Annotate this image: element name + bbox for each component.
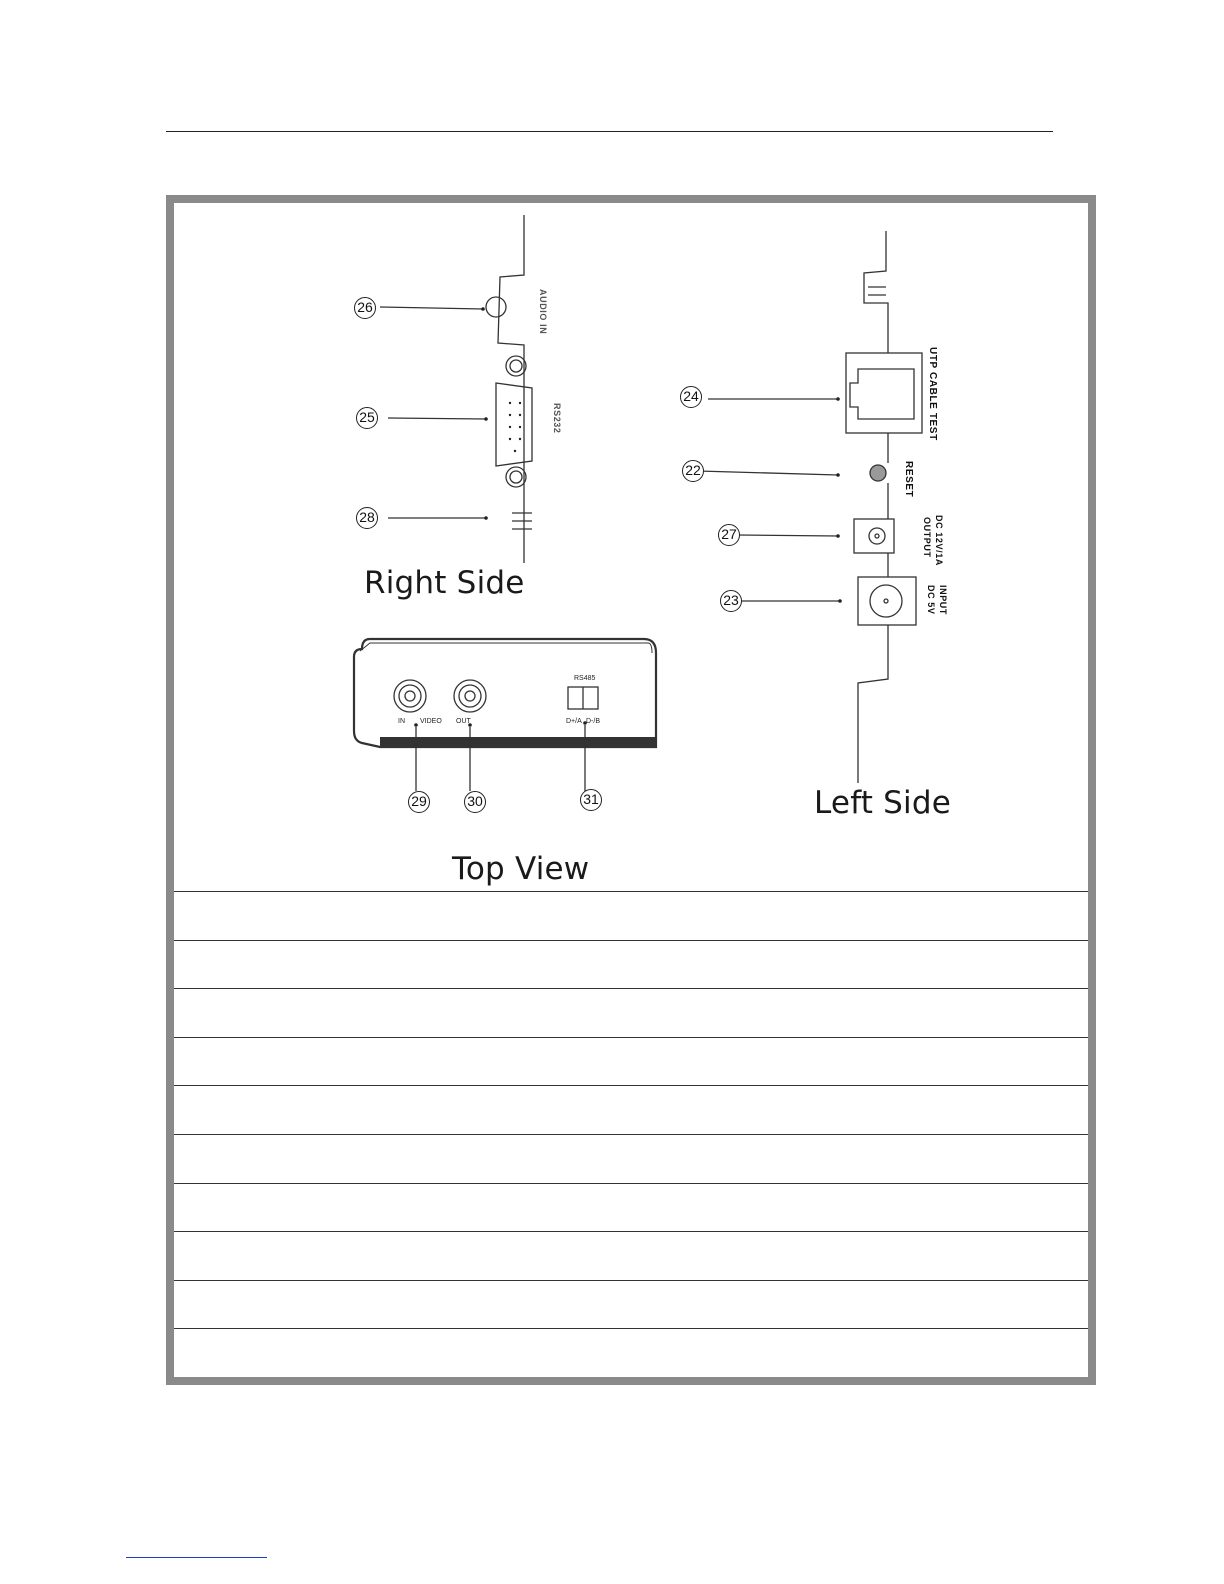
dc-input-jack bbox=[858, 577, 916, 625]
table-row bbox=[174, 940, 1088, 989]
left-side-title: Left Side bbox=[814, 785, 952, 821]
audio-in-label: AUDIO IN bbox=[538, 289, 548, 335]
callout-27: 27 bbox=[718, 524, 740, 546]
table-row bbox=[174, 1037, 1088, 1086]
callout-31: 31 bbox=[580, 789, 602, 811]
d-minus-label: D-/B bbox=[586, 718, 600, 725]
callout-26: 26 bbox=[354, 297, 376, 319]
table-row bbox=[174, 1231, 1088, 1280]
video-out-label: OUT bbox=[456, 718, 471, 725]
rs232-connector bbox=[496, 383, 532, 466]
callout-22: 22 bbox=[682, 460, 704, 482]
left-side-outline bbox=[864, 231, 888, 353]
description-table bbox=[174, 891, 1088, 1377]
callout-30: 30 bbox=[464, 791, 486, 813]
input-label-2: DC 5V bbox=[926, 585, 936, 615]
callout-24: 24 bbox=[680, 386, 702, 408]
d-plus-label: D+/A bbox=[566, 718, 582, 725]
top-view-title: Top View bbox=[452, 851, 590, 887]
utp-port bbox=[846, 353, 922, 433]
table-row bbox=[174, 1134, 1088, 1183]
callout-29: 29 bbox=[408, 791, 430, 813]
footer-link-underline[interactable] bbox=[126, 1557, 267, 1558]
callout-25: 25 bbox=[356, 407, 378, 429]
rs232-label: RS232 bbox=[552, 403, 562, 434]
table-row bbox=[174, 1183, 1088, 1232]
audio-jack bbox=[486, 297, 506, 317]
callout-23: 23 bbox=[720, 590, 742, 612]
reset-label: RESET bbox=[903, 461, 914, 498]
table-row bbox=[174, 988, 1088, 1037]
device-diagram bbox=[174, 203, 1088, 891]
dc-output-jack bbox=[854, 519, 894, 553]
utp-cable-test-label: UTP CABLE TEST bbox=[927, 347, 938, 441]
figure-frame bbox=[166, 195, 1096, 1385]
table-row bbox=[174, 1085, 1088, 1134]
video-in-label: IN bbox=[398, 718, 405, 725]
header-rule bbox=[166, 131, 1053, 132]
table-row bbox=[174, 1280, 1088, 1329]
rs485-label: RS485 bbox=[574, 675, 596, 682]
right-side-title: Right Side bbox=[364, 565, 525, 601]
table-row bbox=[174, 891, 1088, 940]
right-side-outline bbox=[498, 215, 524, 563]
dc-output-label-2: OUTPUT bbox=[922, 517, 932, 558]
video-label: VIDEO bbox=[420, 718, 442, 725]
table-row bbox=[174, 1328, 1088, 1377]
callout-28: 28 bbox=[356, 507, 378, 529]
input-label-1: INPUT bbox=[938, 585, 948, 615]
dc-output-label-1: DC 12V/1A bbox=[934, 515, 944, 566]
reset-button-drawing bbox=[870, 465, 886, 481]
